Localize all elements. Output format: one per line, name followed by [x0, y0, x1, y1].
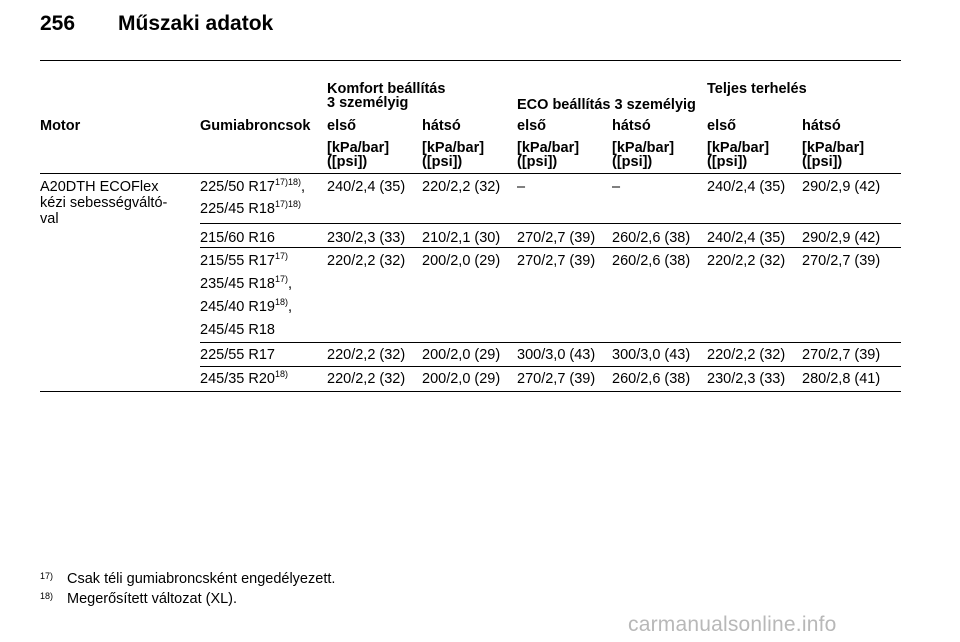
tyre-size [200, 371, 288, 387]
column-header-komfort-rear: hátsó [422, 118, 461, 134]
unit-line1: [kPa/bar] [517, 140, 580, 156]
unit-line1: [kPa/bar] [802, 140, 865, 156]
pressure-value: 220/2,2 (32) [422, 179, 501, 195]
column-header-eco-front: első [517, 118, 547, 134]
group-eco: ECO beállítás 3 személyig [517, 97, 696, 113]
column-header-eco-rear: hátsó [612, 118, 651, 134]
table-header-rule [40, 173, 901, 174]
row-divider [200, 247, 901, 248]
group-komfort-line1: Komfort beállítás [327, 81, 446, 97]
motor-line2: kézi sebességváltó- [40, 195, 168, 211]
group-full-load: Teljes terhelés [707, 81, 807, 97]
pressure-value: – [612, 179, 621, 195]
pressure-value: 210/2,1 (30) [422, 230, 501, 246]
row-divider [200, 366, 901, 367]
tyre-size-text: 215/55 R17 [200, 253, 275, 269]
footnote-ref: 18) [274, 369, 288, 379]
unit-line2: ([psi]) [612, 154, 653, 170]
pressure-value: 290/2,9 (42) [802, 230, 881, 246]
column-header-motor: Motor [40, 118, 81, 134]
watermark: carmanualsonline.info [628, 613, 837, 636]
column-header-komfort-front: első [327, 118, 357, 134]
unit-line2: ([psi]) [327, 154, 368, 170]
pressure-value: 270/2,7 (39) [517, 253, 596, 269]
pressure-value: 220/2,2 (32) [327, 371, 406, 387]
pressure-value: 260/2,6 (38) [612, 253, 691, 269]
tyre-size [200, 253, 288, 269]
pressure-value: 270/2,7 (39) [517, 230, 596, 246]
pressure-value: 270/2,7 (39) [802, 253, 881, 269]
separator: , [288, 299, 293, 315]
pressure-value: 230/2,3 (33) [707, 371, 786, 387]
row-divider [200, 223, 901, 224]
footnote-text: Csak téli gumiabroncsként engedélyezett. [67, 571, 336, 587]
footnote-marker: 17) [40, 571, 54, 581]
pressure-value: 220/2,2 (32) [707, 253, 786, 269]
page-header [40, 12, 273, 36]
tyre-size-text: 245/35 R20 [200, 371, 275, 387]
unit-header [327, 141, 389, 169]
row-divider [200, 342, 901, 343]
unit-header [612, 141, 674, 169]
pressure-value: 220/2,2 (32) [327, 253, 406, 269]
footnote-marker: 18) [40, 591, 54, 601]
pressure-value: 260/2,6 (38) [612, 230, 691, 246]
unit-line2: ([psi]) [422, 154, 463, 170]
pressure-value: 270/2,7 (39) [802, 347, 881, 363]
motor-line1: A20DTH ECOFlex [40, 179, 159, 195]
tyre-size-text: 245/40 R19 [200, 299, 275, 315]
tyre-size [200, 322, 275, 338]
unit-line1: [kPa/bar] [327, 140, 390, 156]
footnote-ref: 18) [274, 297, 288, 307]
motor-line3: val [40, 211, 59, 227]
unit-header [517, 141, 579, 169]
pressure-value: 230/2,3 (33) [327, 230, 406, 246]
tyre-size [200, 276, 292, 292]
tyre-size-text: 215/60 R16 [200, 230, 275, 246]
pressure-value: 220/2,2 (32) [707, 347, 786, 363]
tyre-size [200, 201, 301, 217]
group-komfort [327, 82, 445, 110]
column-header-full-rear: hátsó [802, 118, 841, 134]
pressure-value: 220/2,2 (32) [327, 347, 406, 363]
pressure-value: 240/2,4 (35) [707, 230, 786, 246]
unit-line1: [kPa/bar] [422, 140, 485, 156]
column-header-tyres: Gumiabroncsok [200, 118, 311, 134]
unit-line1: [kPa/bar] [707, 140, 770, 156]
separator: , [301, 179, 306, 195]
table-bottom-rule [40, 391, 901, 392]
footnote-text: Megerősített változat (XL). [67, 591, 238, 607]
tyre-size-text: 225/55 R17 [200, 347, 275, 363]
unit-header [802, 141, 864, 169]
pressure-value: 300/3,0 (43) [612, 347, 691, 363]
page-title: Műszaki adatok [118, 12, 274, 35]
column-header-full-front: első [707, 118, 737, 134]
header-rule [40, 60, 901, 61]
footnote-ref: 17)18) [274, 199, 301, 209]
tyre-size [200, 299, 292, 315]
footnote [40, 591, 237, 607]
separator: , [288, 276, 293, 292]
pressure-value: 260/2,6 (38) [612, 371, 691, 387]
footnote-ref: 17) [274, 274, 288, 284]
pressure-value: 200/2,0 (29) [422, 347, 501, 363]
unit-line1: [kPa/bar] [612, 140, 675, 156]
footnote-ref: 17)18) [274, 177, 301, 187]
tyre-size-text: 235/45 R18 [200, 276, 275, 292]
tyre-size-text: 225/50 R17 [200, 179, 275, 195]
page-number: 256 [40, 12, 76, 35]
unit-line2: ([psi]) [707, 154, 748, 170]
tyre-size-text: 225/45 R18 [200, 201, 275, 217]
unit-line2: ([psi]) [802, 154, 843, 170]
unit-header [707, 141, 769, 169]
pressure-value: 270/2,7 (39) [517, 371, 596, 387]
motor-cell [40, 179, 167, 227]
pressure-value: 290/2,9 (42) [802, 179, 881, 195]
tyre-size [200, 179, 305, 195]
pressure-value: 240/2,4 (35) [707, 179, 786, 195]
tyre-size [200, 347, 275, 363]
pressure-value: 240/2,4 (35) [327, 179, 406, 195]
tyre-size [200, 230, 275, 246]
pressure-value: 300/3,0 (43) [517, 347, 596, 363]
group-komfort-line2: 3 személyig [327, 95, 409, 111]
tyre-size-text: 245/45 R18 [200, 322, 275, 338]
unit-header [422, 141, 484, 169]
pressure-value: 200/2,0 (29) [422, 253, 501, 269]
pressure-value: – [517, 179, 526, 195]
pressure-value: 200/2,0 (29) [422, 371, 501, 387]
footnote [40, 571, 335, 587]
footnote-ref: 17) [274, 251, 288, 261]
unit-line2: ([psi]) [517, 154, 558, 170]
pressure-value: 280/2,8 (41) [802, 371, 881, 387]
